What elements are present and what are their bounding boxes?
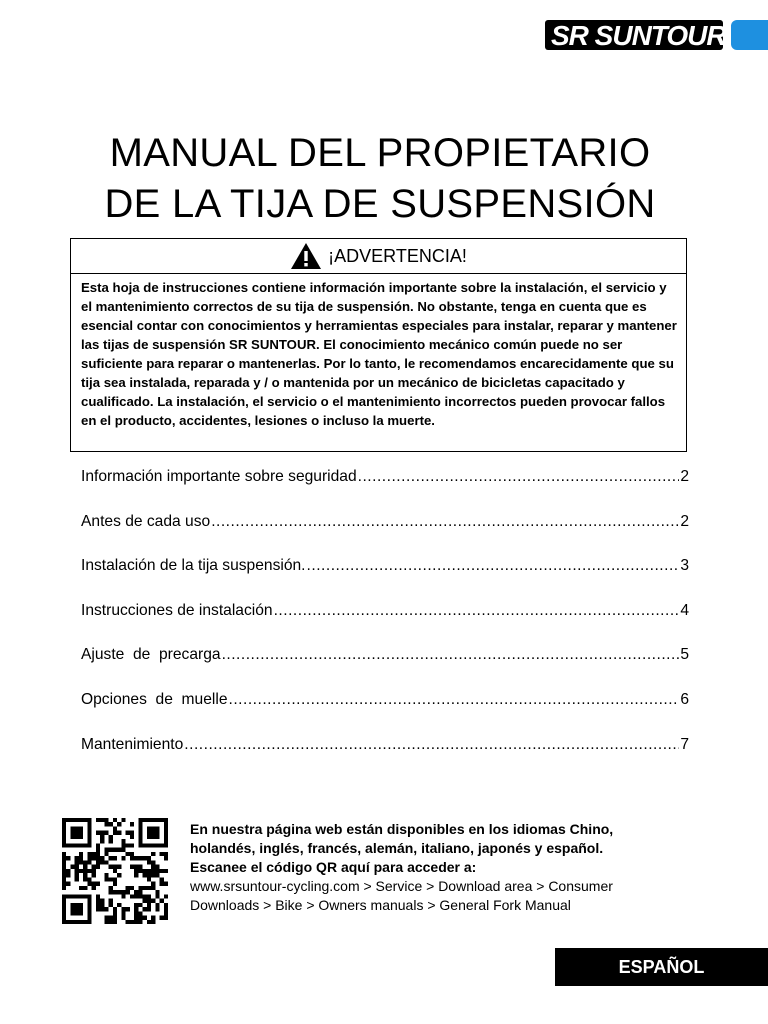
toc-leader-dots	[211, 511, 679, 533]
language-tab: ESPAÑOL	[555, 948, 768, 986]
toc-item-label: Opciones de muelle	[81, 690, 228, 708]
toc-item-label: Ajuste de precarga	[81, 646, 221, 664]
title-line-1: MANUAL DEL PROPIETARIO	[109, 131, 651, 175]
warning-body: Esta hoja de instrucciones contiene información importante sobre la instalación, el servicio y el mantenimiento correctos de su tija de suspensión. No obstante, tenga en cuenta que es esencial contar con conocimientos y herramientas especiales para instalar, reparar y mantener las tijas de suspensión SR SUNTOUR. El conocimiento mecánico común puede no ser suficiente para reparar o mantenerlas. Por lo tanto, le recomendamos encarecidamente que su tija sea instalada, reparada y / o mantenida por un mecánico de bicicletas capacitado y cualificado. La instalación, el servicio o el mantenimiento incorrectos pueden provocar fallos en el producto, accidentes, lesiones o incluso la muerte.	[81, 280, 677, 428]
download-path-line[interactable]: Downloads > Bike > Owners manuals > General Fork Manual	[190, 897, 571, 913]
toc-item[interactable]	[81, 511, 689, 556]
warning-box	[70, 238, 687, 452]
toc-item-page: 7	[680, 735, 689, 753]
toc-item-label: Instalación de la tija suspensión.	[81, 557, 306, 575]
toc-leader-dots	[358, 466, 680, 488]
download-path-line[interactable]: www.srsuntour-cycling.com > Service > Download area > Consumer	[190, 878, 613, 894]
languages-line: Escanee el código QR aquí para acceder a:	[190, 859, 477, 875]
toc-item-label: Mantenimiento	[81, 735, 184, 753]
languages-line: En nuestra página web están disponibles en los idiomas Chino,	[190, 821, 614, 837]
brand-accent-tab	[731, 20, 768, 50]
title-line-2: DE LA TIJA DE SUSPENSIÓN	[104, 182, 656, 226]
toc-item-page: 6	[680, 690, 689, 708]
toc-item-page: 4	[680, 601, 689, 619]
toc-item-label: Información importante sobre seguridad	[81, 468, 357, 485]
page-title	[0, 128, 760, 230]
toc-item-page: 2	[680, 512, 689, 530]
toc-item[interactable]	[81, 734, 689, 779]
toc-item[interactable]	[81, 466, 689, 511]
toc-item-label: Antes de cada uso	[81, 512, 211, 530]
toc-leader-dots	[184, 734, 679, 756]
toc-leader-dots	[222, 644, 680, 666]
toc-item[interactable]	[81, 644, 689, 689]
toc-leader-dots	[274, 600, 680, 622]
toc-leader-dots	[307, 555, 680, 577]
toc-item-page: 5	[680, 646, 689, 664]
toc-item[interactable]	[81, 555, 689, 600]
qr-code[interactable]	[62, 818, 168, 924]
toc-item-page: 3	[680, 557, 689, 575]
table-of-contents	[81, 466, 689, 778]
toc-item[interactable]	[81, 600, 689, 645]
languages-line: holandés, inglés, francés, alemán, italiano, japonés y español.	[190, 840, 604, 856]
toc-item-label: Instrucciones de instalación	[81, 601, 273, 619]
languages-note	[190, 820, 710, 915]
warning-heading: ¡ADVERTENCIA!	[328, 245, 467, 266]
toc-leader-dots	[229, 689, 680, 711]
warning-header	[71, 239, 686, 274]
toc-item[interactable]	[81, 689, 689, 734]
warning-triangle-icon	[290, 242, 322, 270]
logo-text: SR SUNTOUR	[551, 20, 726, 51]
toc-item-page: 2	[680, 468, 689, 485]
